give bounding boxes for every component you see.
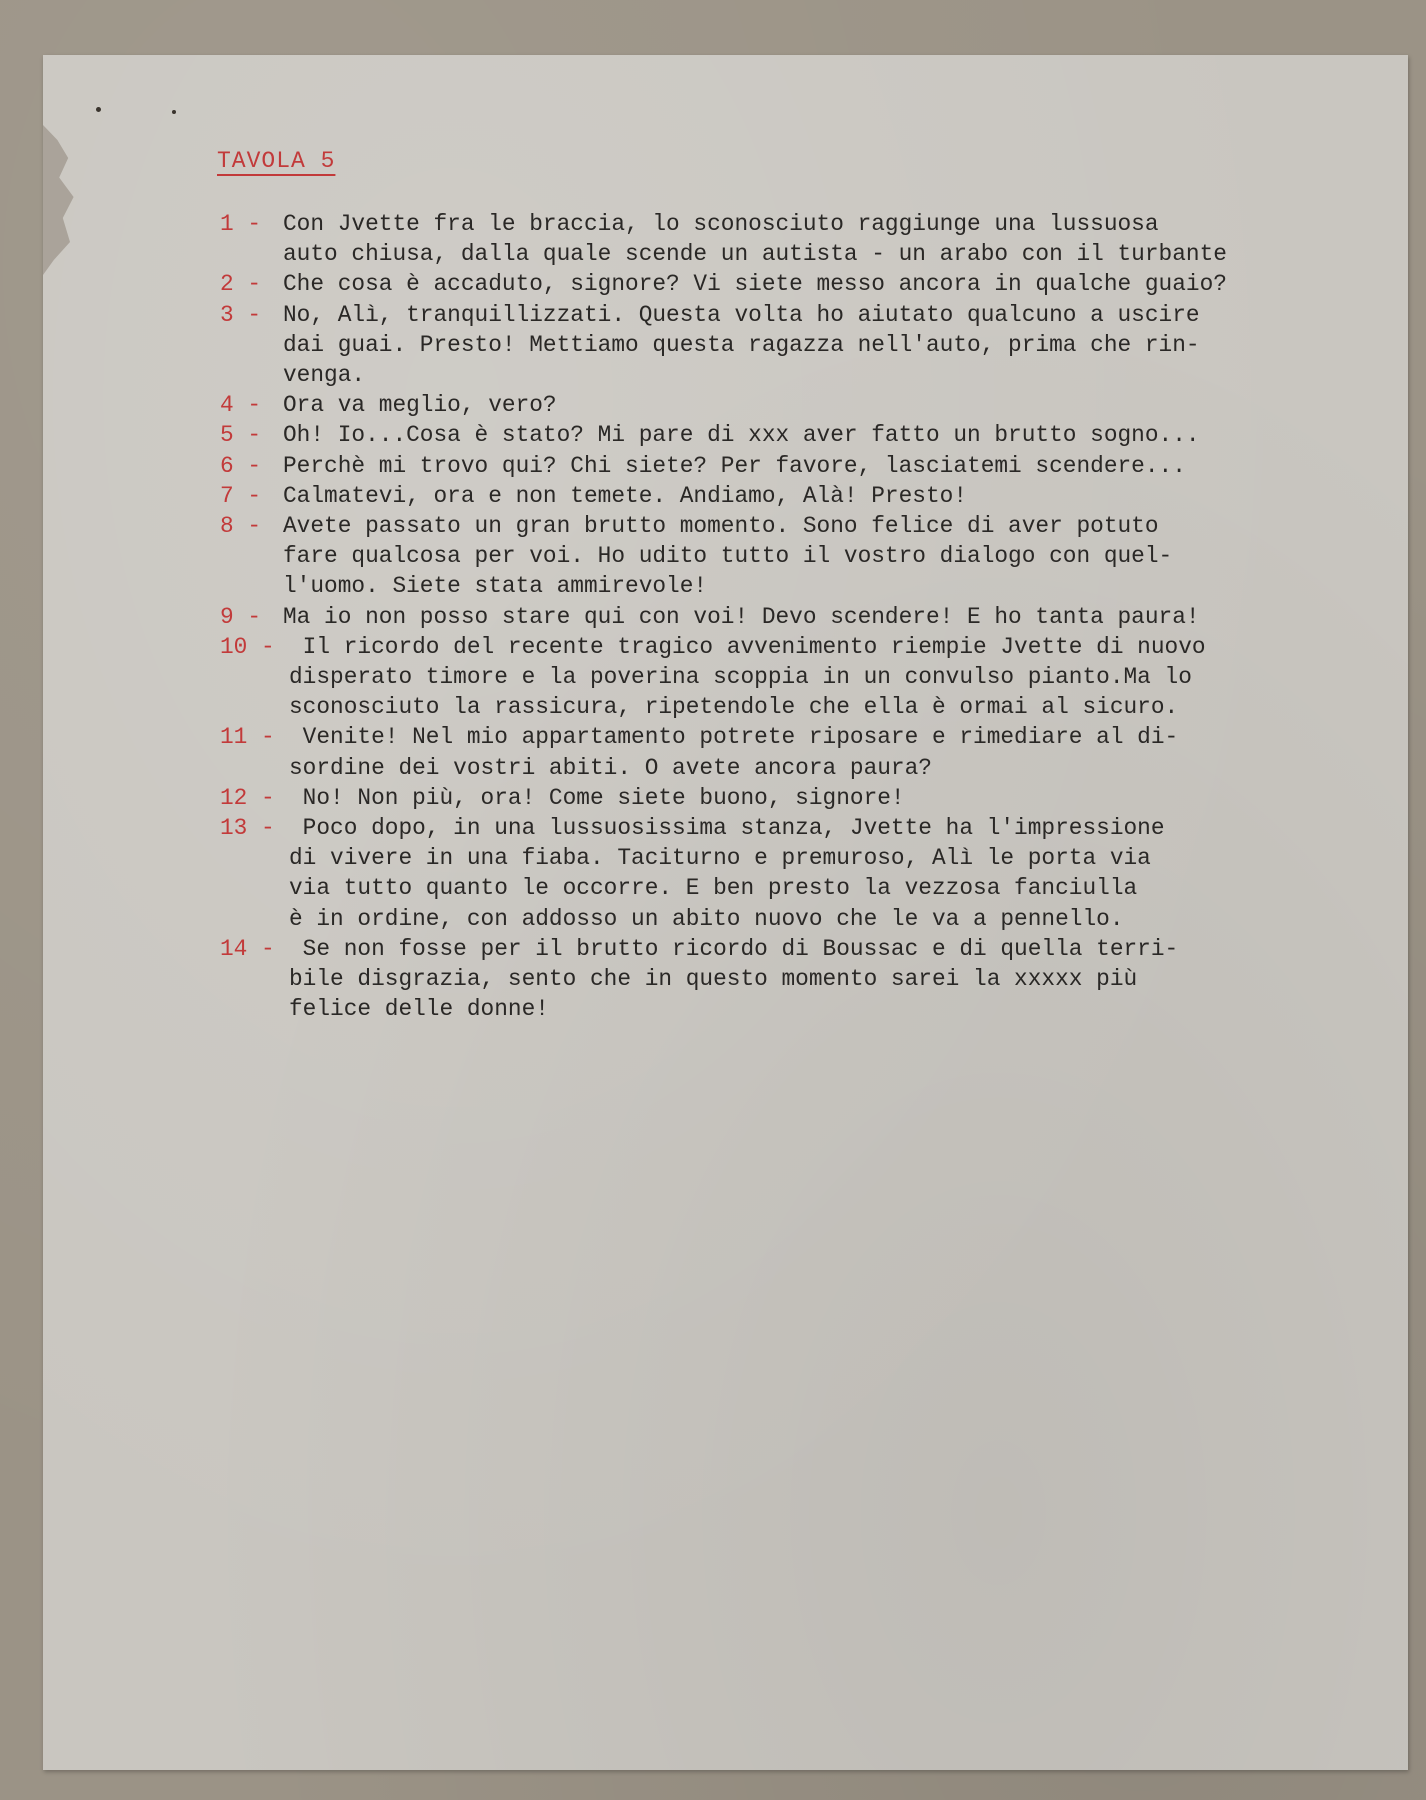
list-item	[43, 420, 1408, 450]
entry-text-line: Venite! Nel mio appartamento potrete riposare e rimediare al di-	[289, 724, 1179, 751]
entry-text-line: sordine dei vostri abiti. O avete ancora paura?	[289, 754, 932, 781]
entry-text-line: Con Jvette fra le braccia, lo sconosciuto raggiunge una lussuosa	[283, 211, 1159, 237]
entry-number: 14 -	[220, 935, 275, 962]
list-item	[43, 602, 1408, 632]
entry-text-line: Perchè mi trovo qui? Chi siete? Per favore, lasciatemi scendere...	[283, 452, 1186, 479]
list-item	[43, 390, 1408, 420]
entry-text-line: di vivere in una fiaba. Taciturno e premuroso, Alì le porta via	[289, 845, 1151, 872]
entry-number: 3 -	[220, 301, 262, 328]
entry-text-line: Ma io non posso stare qui con voi! Devo scendere! E ho tanta paura!	[283, 603, 1200, 630]
entry-list	[43, 209, 1408, 1024]
list-item	[43, 451, 1408, 481]
entry-number: 6 -	[220, 452, 262, 479]
entry-number: 5 -	[220, 422, 262, 449]
entry-text-line: Calmatevi, ora e non temete. Andiamo, Alà! Presto!	[283, 482, 968, 509]
entry-text-line: Che cosa è accaduto, signore? Vi siete messo ancora in qualche guaio?	[283, 271, 1227, 298]
entry-text-line: fare qualcosa per voi. Ho udito tutto il vostro dialogo con quel-	[283, 543, 1173, 570]
page-title: TAVOLA 5	[217, 148, 336, 174]
entry-number: 9 -	[220, 603, 262, 630]
entry-text-line: Poco dopo, in una lussuosissima stanza, Jvette ha l'impressione	[289, 815, 1165, 842]
entry-text-line: Avete passato un gran brutto momento. Sono felice di aver potuto	[283, 513, 1159, 540]
entry-number: 8 -	[220, 513, 262, 540]
entry-text-line: No, Alì, tranquillizzati. Questa volta ho aiutato qualcuno a uscire	[283, 301, 1200, 328]
entry-number: 2 -	[220, 271, 262, 298]
list-item	[43, 722, 1408, 782]
entry-text-line: sconosciuto la rassicura, ripetendole che ella è ormai al sicuro.	[289, 694, 1179, 721]
entry-text-line: l'uomo. Siete stata ammirevole!	[283, 573, 708, 600]
entry-text-line: dai guai. Presto! Mettiamo questa ragazza nell'auto, prima che rin-	[283, 331, 1200, 358]
entry-number: 4 -	[220, 392, 262, 419]
list-item	[43, 632, 1408, 723]
entry-text-line: Se non fosse per il brutto ricordo di Boussac e di quella terri-	[289, 935, 1179, 962]
list-item	[43, 481, 1408, 511]
entry-text-line: auto chiusa, dalla quale scende un autista - un arabo con il turbante	[283, 241, 1227, 268]
entry-number: 13 -	[220, 815, 275, 842]
list-item	[43, 300, 1408, 391]
entry-text-line: è in ordine, con addosso un abito nuovo che le va a pennello.	[289, 905, 1124, 932]
entry-text-line: via tutto quanto le occorre. E ben presto la vezzosa fanciulla	[289, 875, 1138, 902]
list-item	[43, 934, 1408, 1025]
entry-number: 7 -	[220, 482, 262, 509]
entry-text-line: bile disgrazia, sento che in questo momento sarei la xxxxx più	[289, 966, 1138, 993]
list-item	[43, 269, 1408, 299]
entry-text-line: No! Non più, ora! Come siete buono, signore!	[289, 784, 905, 811]
entry-number: 12 -	[220, 784, 275, 811]
entry-text-line: disperato timore e la poverina scoppia in un convulso pianto.Ma lo	[289, 664, 1192, 691]
ink-dot	[172, 110, 176, 114]
entry-number: 1 -	[220, 211, 262, 237]
list-item	[43, 813, 1408, 934]
entry-text-line: Oh! Io...Cosa è stato? Mi pare di xxx aver fatto un brutto sogno...	[283, 422, 1200, 449]
entry-text-line: venga.	[283, 362, 366, 389]
list-item	[43, 783, 1408, 813]
entry-text-line: Il ricordo del recente tragico avvenimento riempie Jvette di nuovo	[289, 633, 1206, 660]
entry-text-line: felice delle donne!	[289, 996, 549, 1023]
entry-text-line: Ora va meglio, vero?	[283, 392, 557, 419]
list-item	[43, 511, 1408, 602]
paper-sheet	[43, 55, 1408, 1770]
ink-dot	[96, 107, 101, 112]
entry-number: 10 -	[220, 633, 275, 660]
entry-number: 11 -	[220, 724, 275, 751]
list-item	[43, 209, 1408, 269]
